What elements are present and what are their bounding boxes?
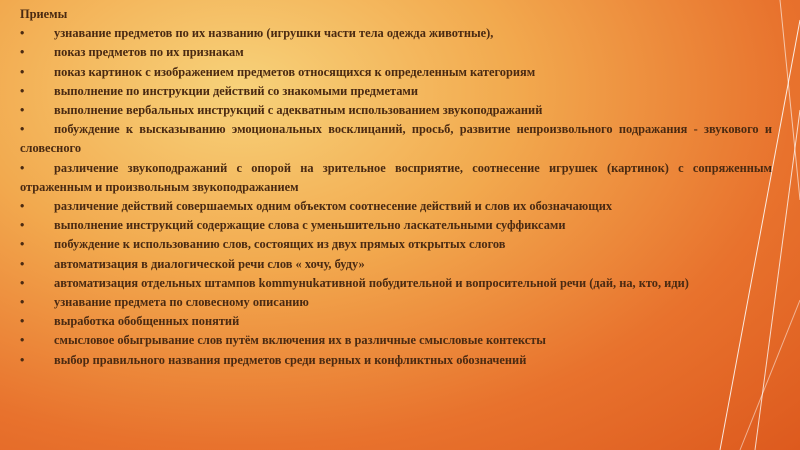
list-item-text: выбор правильного названия предметов среди верных и конфликтных обозначений <box>54 352 527 367</box>
list-item <box>20 101 772 120</box>
list-item-text: выполнение по инструкции действий со знакомыми предметами <box>54 83 419 98</box>
bullet: • <box>20 199 25 214</box>
list-item <box>20 331 772 350</box>
list-item <box>20 235 772 254</box>
bullet: • <box>20 64 25 79</box>
list-item <box>20 159 772 197</box>
list-item-text: узнавание предмета по словесному описанию <box>54 295 309 310</box>
slide-title: Приемы <box>20 7 68 21</box>
bullet: • <box>20 83 25 98</box>
bullet: • <box>20 275 25 290</box>
list-item-text: автоматизация в диалогической речи слов « хочу, буду» <box>54 256 365 271</box>
list-item-text: выработка обобщенных понятий <box>54 314 240 329</box>
list-item-text: смысловое обыгрывание слов путём включения их в различные смысловые контексты <box>54 333 546 348</box>
list-item <box>20 255 772 274</box>
list-item-text: показ картинок с изображением предметов относящихся к определенным категориям <box>54 64 536 79</box>
bullet: • <box>20 314 25 329</box>
list-item-text: выполнение инструкций содержащие слова с уменьшительно ласкательными суффиксами <box>54 218 566 233</box>
bullet: • <box>20 103 25 118</box>
bullet: • <box>20 256 25 271</box>
list-item-text: узнавание предметов по их названию (игрушки части тела одежда животные), <box>54 26 494 41</box>
list-item <box>20 216 772 235</box>
bullet: • <box>20 26 25 41</box>
bullet: • <box>20 160 25 175</box>
bullet: • <box>20 122 25 137</box>
list-item-text: показ предметов по их признакам <box>54 45 244 60</box>
bullet: • <box>20 45 25 60</box>
list-item <box>20 24 772 43</box>
bullet: • <box>20 295 25 310</box>
list-item <box>20 351 772 370</box>
list-item <box>20 120 772 158</box>
list-item-text: различение звукоподражаний с опорой на зрительное восприятие, соотнесение игрушек (картинок) с сопряженным отраженным и произвольным звукоподражанием <box>20 160 772 194</box>
list-item <box>20 43 772 62</box>
list-item-text: выполнение вербальных инструкций с адекватным использованием звукоподражаний <box>54 103 543 118</box>
bullet: • <box>20 352 25 367</box>
slide-content <box>20 5 772 370</box>
list-item <box>20 312 772 331</box>
list-item <box>20 82 772 101</box>
bullet: • <box>20 237 25 252</box>
list-item-text: автоматизация отдельных штампов kommунukативной побудительной и вопросительной речи (дай, на, кто, иди) <box>54 275 689 290</box>
bullet: • <box>20 218 25 233</box>
list-item <box>20 63 772 82</box>
list-item-text: различение действий совершаемых одним объектом соотнесение действий и слов их обозначающих <box>54 199 613 214</box>
list-item <box>20 293 772 312</box>
list-item <box>20 197 772 216</box>
list-item <box>20 274 772 293</box>
list-item-text: побуждение к высказыванию эмоциональных восклицаний, просьб, развитие непроизвольного подражания - звукового и словесного <box>20 122 772 156</box>
bullet: • <box>20 333 25 348</box>
list-item-text: побуждение к использованию слов, состоящих из двух прямых открытых слогов <box>54 237 506 252</box>
